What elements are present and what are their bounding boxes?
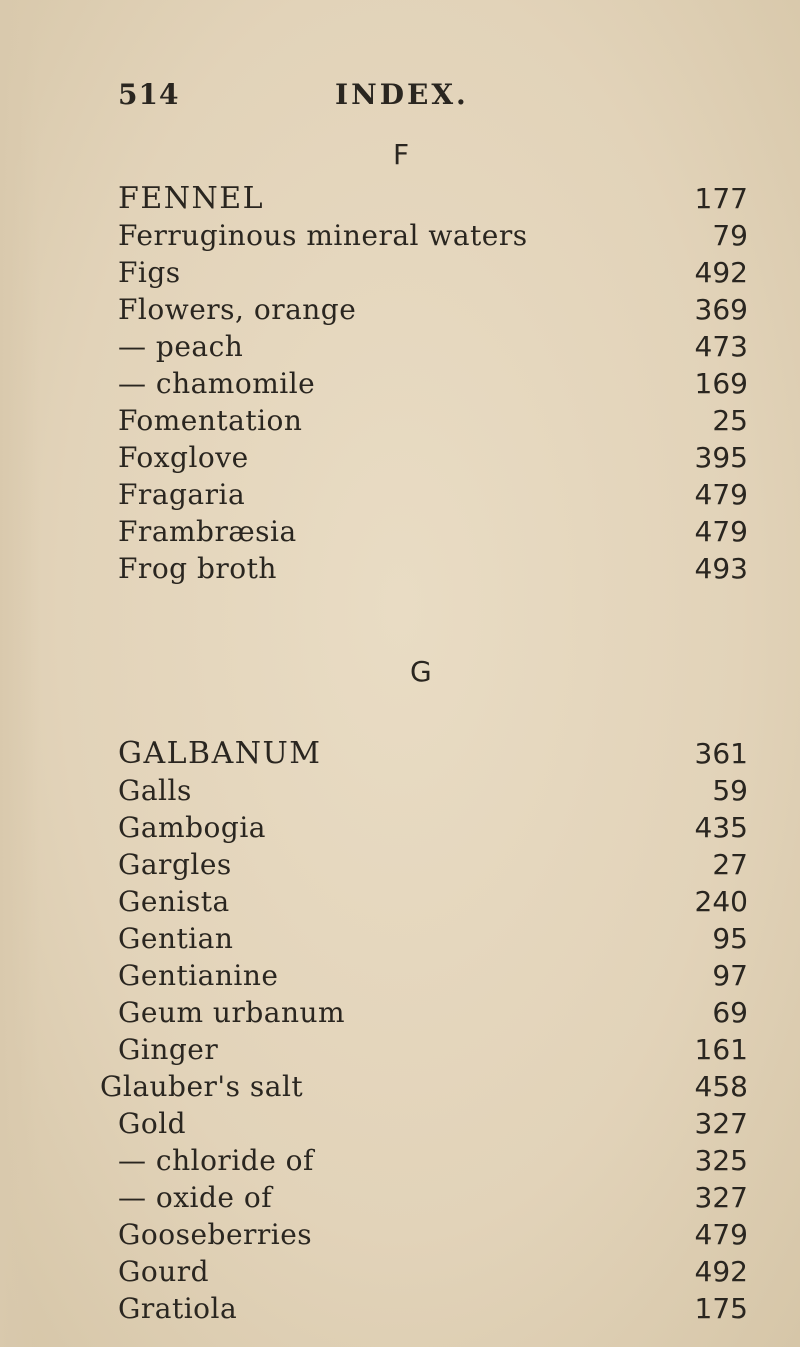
index-entry — [0, 180, 800, 218]
index-entry — [0, 1105, 800, 1143]
page-reference: 79 — [712, 219, 748, 252]
page-reference: 435 — [694, 811, 748, 844]
index-entry — [0, 809, 800, 847]
section-letter-f: F — [393, 138, 410, 171]
page-reference: 479 — [694, 515, 748, 548]
index-term: Ferruginous mineral waters — [118, 219, 528, 252]
index-entry — [0, 365, 800, 403]
index-term: Gold — [118, 1107, 187, 1140]
page-reference: 59 — [712, 774, 748, 807]
page-reference: 95 — [712, 922, 748, 955]
page-reference: 369 — [694, 293, 748, 326]
page-reference: 492 — [694, 1255, 748, 1288]
page-reference: 69 — [712, 996, 748, 1029]
index-term: Fragaria — [118, 478, 246, 511]
index-entry — [0, 846, 800, 884]
section-letter-g: G — [410, 655, 432, 688]
index-term: Geum urbanum — [118, 996, 346, 1029]
index-term: — chamomile — [118, 367, 316, 400]
index-entry — [0, 402, 800, 440]
index-term: Frambræsia — [118, 515, 297, 548]
index-entry — [0, 217, 800, 255]
index-entry — [0, 328, 800, 366]
index-entry — [0, 994, 800, 1032]
index-entry — [0, 1253, 800, 1291]
index-term: FENNEL — [118, 181, 265, 216]
page-reference: 493 — [694, 552, 748, 585]
index-term: — peach — [118, 330, 244, 363]
page-reference: 479 — [694, 1218, 748, 1251]
page-reference: 161 — [694, 1033, 748, 1066]
index-term: Fomentation — [118, 404, 303, 437]
index-entry — [0, 1179, 800, 1217]
index-term: Gargles — [118, 848, 232, 881]
index-term: GALBANUM — [118, 736, 322, 771]
index-term: Genista — [118, 885, 230, 918]
page-reference: 175 — [694, 1292, 748, 1325]
page-reference: 97 — [712, 959, 748, 992]
page-reference: 177 — [694, 182, 748, 215]
index-term: Gooseberries — [118, 1218, 313, 1251]
index-entry — [0, 883, 800, 921]
index-entry — [0, 1142, 800, 1180]
page-reference: 458 — [694, 1070, 748, 1103]
index-entry — [0, 291, 800, 329]
page-reference: 240 — [694, 885, 748, 918]
index-term: Glauber's salt — [100, 1070, 304, 1103]
index-entry — [0, 1290, 800, 1328]
running-head — [0, 78, 800, 118]
index-entry — [0, 1031, 800, 1069]
page-reference: 473 — [694, 330, 748, 363]
index-entry — [0, 735, 800, 773]
index-term: Figs — [118, 256, 181, 289]
index-term: Gratiola — [118, 1292, 238, 1325]
index-entry — [0, 957, 800, 995]
page-reference: 169 — [694, 367, 748, 400]
index-term: Gentianine — [118, 959, 279, 992]
index-term: Gentian — [118, 922, 234, 955]
index-entry — [0, 1068, 800, 1106]
page-reference: 479 — [694, 478, 748, 511]
index-entry — [0, 550, 800, 588]
index-term: Galls — [118, 774, 192, 807]
page-reference: 327 — [694, 1107, 748, 1140]
index-term: Foxglove — [118, 441, 249, 474]
page-reference: 395 — [694, 441, 748, 474]
index-entry — [0, 772, 800, 810]
index-entry — [0, 439, 800, 477]
page-reference: 25 — [712, 404, 748, 437]
index-entry — [0, 920, 800, 958]
index-term: Gourd — [118, 1255, 210, 1288]
index-term: — chloride of — [118, 1144, 314, 1177]
page-reference: 327 — [694, 1181, 748, 1214]
page-reference: 325 — [694, 1144, 748, 1177]
page-number: 514 — [118, 78, 180, 111]
index-term: Ginger — [118, 1033, 219, 1066]
index-term: — oxide of — [118, 1181, 273, 1214]
index-term: Flowers, orange — [118, 293, 357, 326]
page-title: INDEX. — [335, 78, 469, 111]
page-reference: 361 — [694, 737, 748, 770]
page-reference: 27 — [712, 848, 748, 881]
index-term: Frog broth — [118, 552, 277, 585]
index-term: Gambogia — [118, 811, 266, 844]
index-entry — [0, 476, 800, 514]
index-entry — [0, 1216, 800, 1254]
index-entry — [0, 513, 800, 551]
index-entry — [0, 254, 800, 292]
page-reference: 492 — [694, 256, 748, 289]
